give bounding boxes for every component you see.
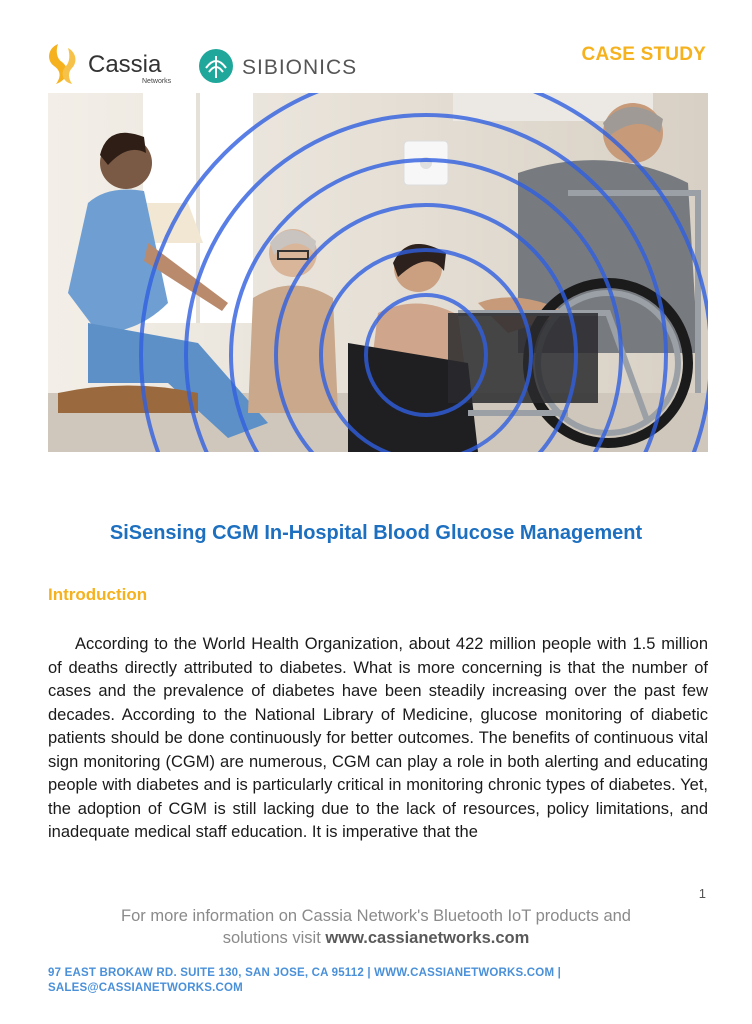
introduction-paragraph: According to the World Health Organization, about 422 million people with 1.5 million of deaths directly attributed to diabetes. What is more concerning is that the number of cases and the prevalence of diabetes have been steadily increasing over the past few decades. According to the National Library of Medicine, glucose monitoring of diabetic patients should be done continuously for better outcomes. The benefits of continuous vital sign monitoring (CGM) are numerous, CGM can play a role in both alerting and educating people with diabetes and is particularly critical in monitoring chronic types of diabetes. Yet, the adoption of CGM is still lacking due to the lack of resources, policy limitations, and inadequate medical staff education. It is imperative that the bbox=[48, 635, 708, 841]
hero-illustration bbox=[48, 93, 708, 452]
rattan-chair bbox=[58, 386, 198, 414]
hero-image bbox=[48, 93, 708, 452]
footer-line-1: 97 EAST BROKAW RD. SUITE 130, SAN JOSE, CA 95112 | WWW.CASSIANETWORKS.COM | bbox=[48, 967, 562, 979]
section-heading-introduction: Introduction bbox=[48, 585, 148, 604]
page-number: 1 bbox=[698, 886, 706, 901]
cassia-logo bbox=[44, 40, 184, 90]
website-link[interactable]: www.cassianetworks.com bbox=[325, 929, 530, 947]
more-info-line-2 bbox=[0, 927, 752, 949]
footer-line-2: SALES@CASSIANETWORKS.COM bbox=[48, 982, 243, 994]
more-info-line-1: For more information on Cassia Network's Bluetooth IoT products and bbox=[120, 907, 631, 925]
sibionics-logo bbox=[196, 46, 366, 86]
more-info-prefix: solutions visit bbox=[222, 929, 326, 947]
sibionics-wordmark: SIBIONICS bbox=[242, 56, 358, 79]
cassia-wordmark: Cassia bbox=[88, 51, 162, 78]
case-study-label: CASE STUDY bbox=[581, 44, 706, 65]
more-info-text bbox=[0, 905, 752, 949]
sibionics-logo-mark bbox=[199, 49, 233, 83]
cassia-subtitle: Networks bbox=[142, 78, 172, 85]
case-study-title: SiSensing CGM In-Hospital Blood Glucose Management bbox=[109, 522, 643, 544]
cassia-logo-mark bbox=[49, 44, 75, 84]
footer-address bbox=[48, 966, 708, 996]
